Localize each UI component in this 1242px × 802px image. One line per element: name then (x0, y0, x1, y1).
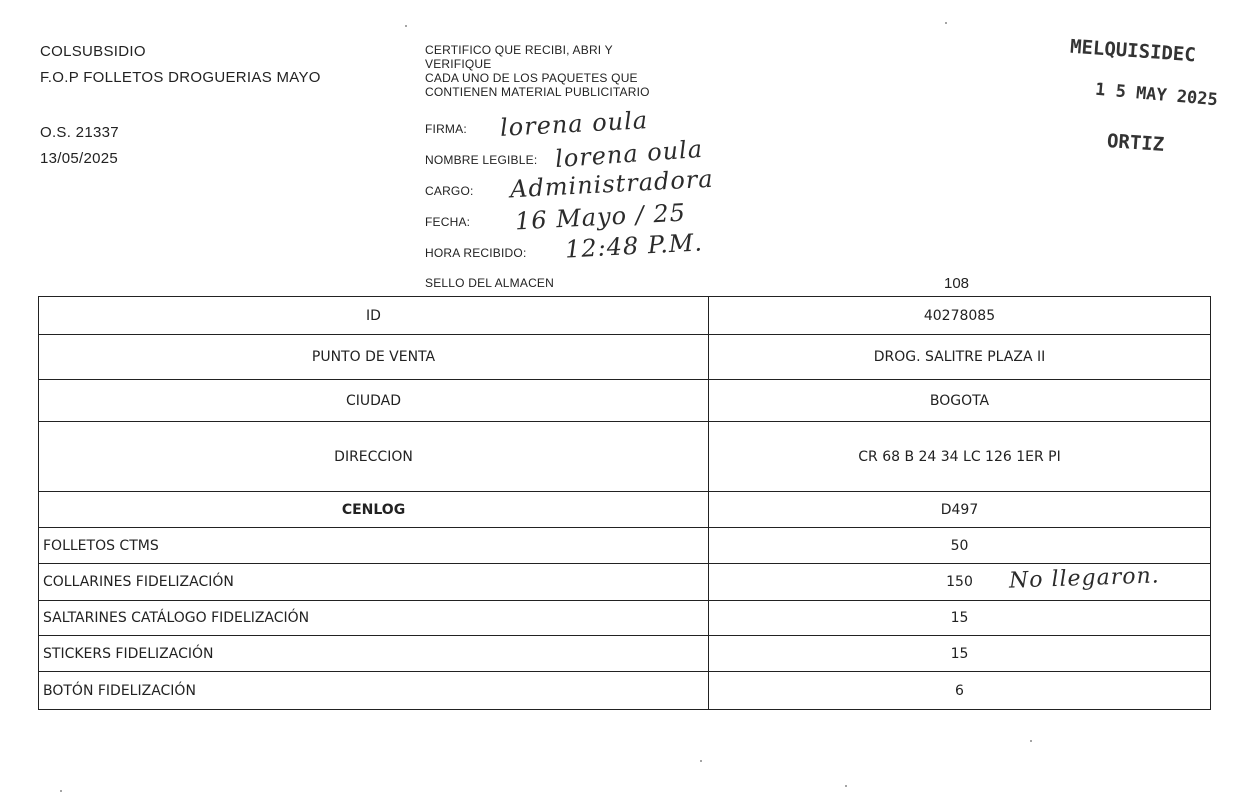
receipt-stamp-surname: ORTIZ (1106, 130, 1165, 156)
nombre-handwritten: lorena oula (554, 134, 704, 174)
table-row (39, 601, 1211, 636)
table-row (39, 335, 1211, 380)
certificate-line: VERIFIQUE (425, 57, 492, 71)
row-value: 40278085 (709, 297, 1211, 335)
scan-speck (945, 22, 947, 24)
fecha-label: FECHA: (425, 215, 471, 229)
cargo-label: CARGO: (425, 184, 474, 198)
document-date: 13/05/2025 (40, 150, 119, 167)
row-value-text: 150 (946, 574, 973, 590)
handwritten-note: No llegaron. (1008, 563, 1161, 594)
receipt-stamp-name: MELQUISIDEC (1069, 35, 1197, 67)
row-label: BOTÓN FIDELIZACIÓN (39, 672, 709, 710)
nombre-label: NOMBRE LEGIBLE: (425, 153, 538, 167)
company-name: COLSUBSIDIO (40, 43, 146, 60)
table-row (39, 672, 1211, 710)
certificate-line: CERTIFICO QUE RECIBI, ABRI Y (425, 43, 613, 57)
row-label: CIUDAD (39, 380, 709, 422)
row-label: CENLOG (39, 492, 709, 528)
table-row (39, 297, 1211, 335)
scan-speck (405, 25, 407, 27)
row-label: STICKERS FIDELIZACIÓN (39, 636, 709, 672)
certificate-line: CADA UNO DE LOS PAQUETES QUE (425, 71, 638, 85)
row-label: DIRECCION (39, 422, 709, 492)
scan-speck (700, 760, 702, 762)
row-value: 50 (709, 528, 1211, 564)
fecha-handwritten: 16 Mayo / 25 (514, 198, 687, 236)
table-row (39, 528, 1211, 564)
row-label: SALTARINES CATÁLOGO FIDELIZACIÓN (39, 601, 709, 636)
row-value: 15 (709, 636, 1211, 672)
row-label: ID (39, 297, 709, 335)
scan-speck (845, 785, 847, 787)
table-row (39, 380, 1211, 422)
scan-speck (60, 790, 62, 792)
row-label: FOLLETOS CTMS (39, 528, 709, 564)
delivery-table (38, 296, 1211, 710)
sello-label: SELLO DEL ALMACEN (425, 276, 555, 290)
row-value: CR 68 B 24 34 LC 126 1ER PI (709, 422, 1211, 492)
scan-speck (1030, 740, 1032, 742)
certificate-line: CONTIENEN MATERIAL PUBLICITARIO (425, 85, 650, 99)
cargo-handwritten: Administradora (509, 164, 715, 204)
row-value: D497 (709, 492, 1211, 528)
document-subtitle: F.O.P FOLLETOS DROGUERIAS MAYO (40, 69, 321, 86)
receipt-stamp-date: 1 5 MAY 2025 (1094, 79, 1219, 111)
firma-label: FIRMA: (425, 122, 467, 136)
firma-signature: lorena oula (499, 106, 649, 142)
row-value: BOGOTA (709, 380, 1211, 422)
certificate-text (425, 43, 650, 99)
row-value: 6 (709, 672, 1211, 710)
hora-label: HORA RECIBIDO: (425, 246, 527, 260)
table-row (39, 564, 1211, 601)
row-label: PUNTO DE VENTA (39, 335, 709, 380)
table-row (39, 492, 1211, 528)
table-row (39, 636, 1211, 672)
box-number: 108 (944, 275, 970, 292)
order-number: O.S. 21337 (40, 124, 119, 141)
table-row (39, 422, 1211, 492)
row-value (709, 564, 1211, 601)
row-value: DROG. SALITRE PLAZA II (709, 335, 1211, 380)
row-label: COLLARINES FIDELIZACIÓN (39, 564, 709, 601)
row-value: 15 (709, 601, 1211, 636)
hora-handwritten: 12:48 P.M. (564, 228, 704, 264)
